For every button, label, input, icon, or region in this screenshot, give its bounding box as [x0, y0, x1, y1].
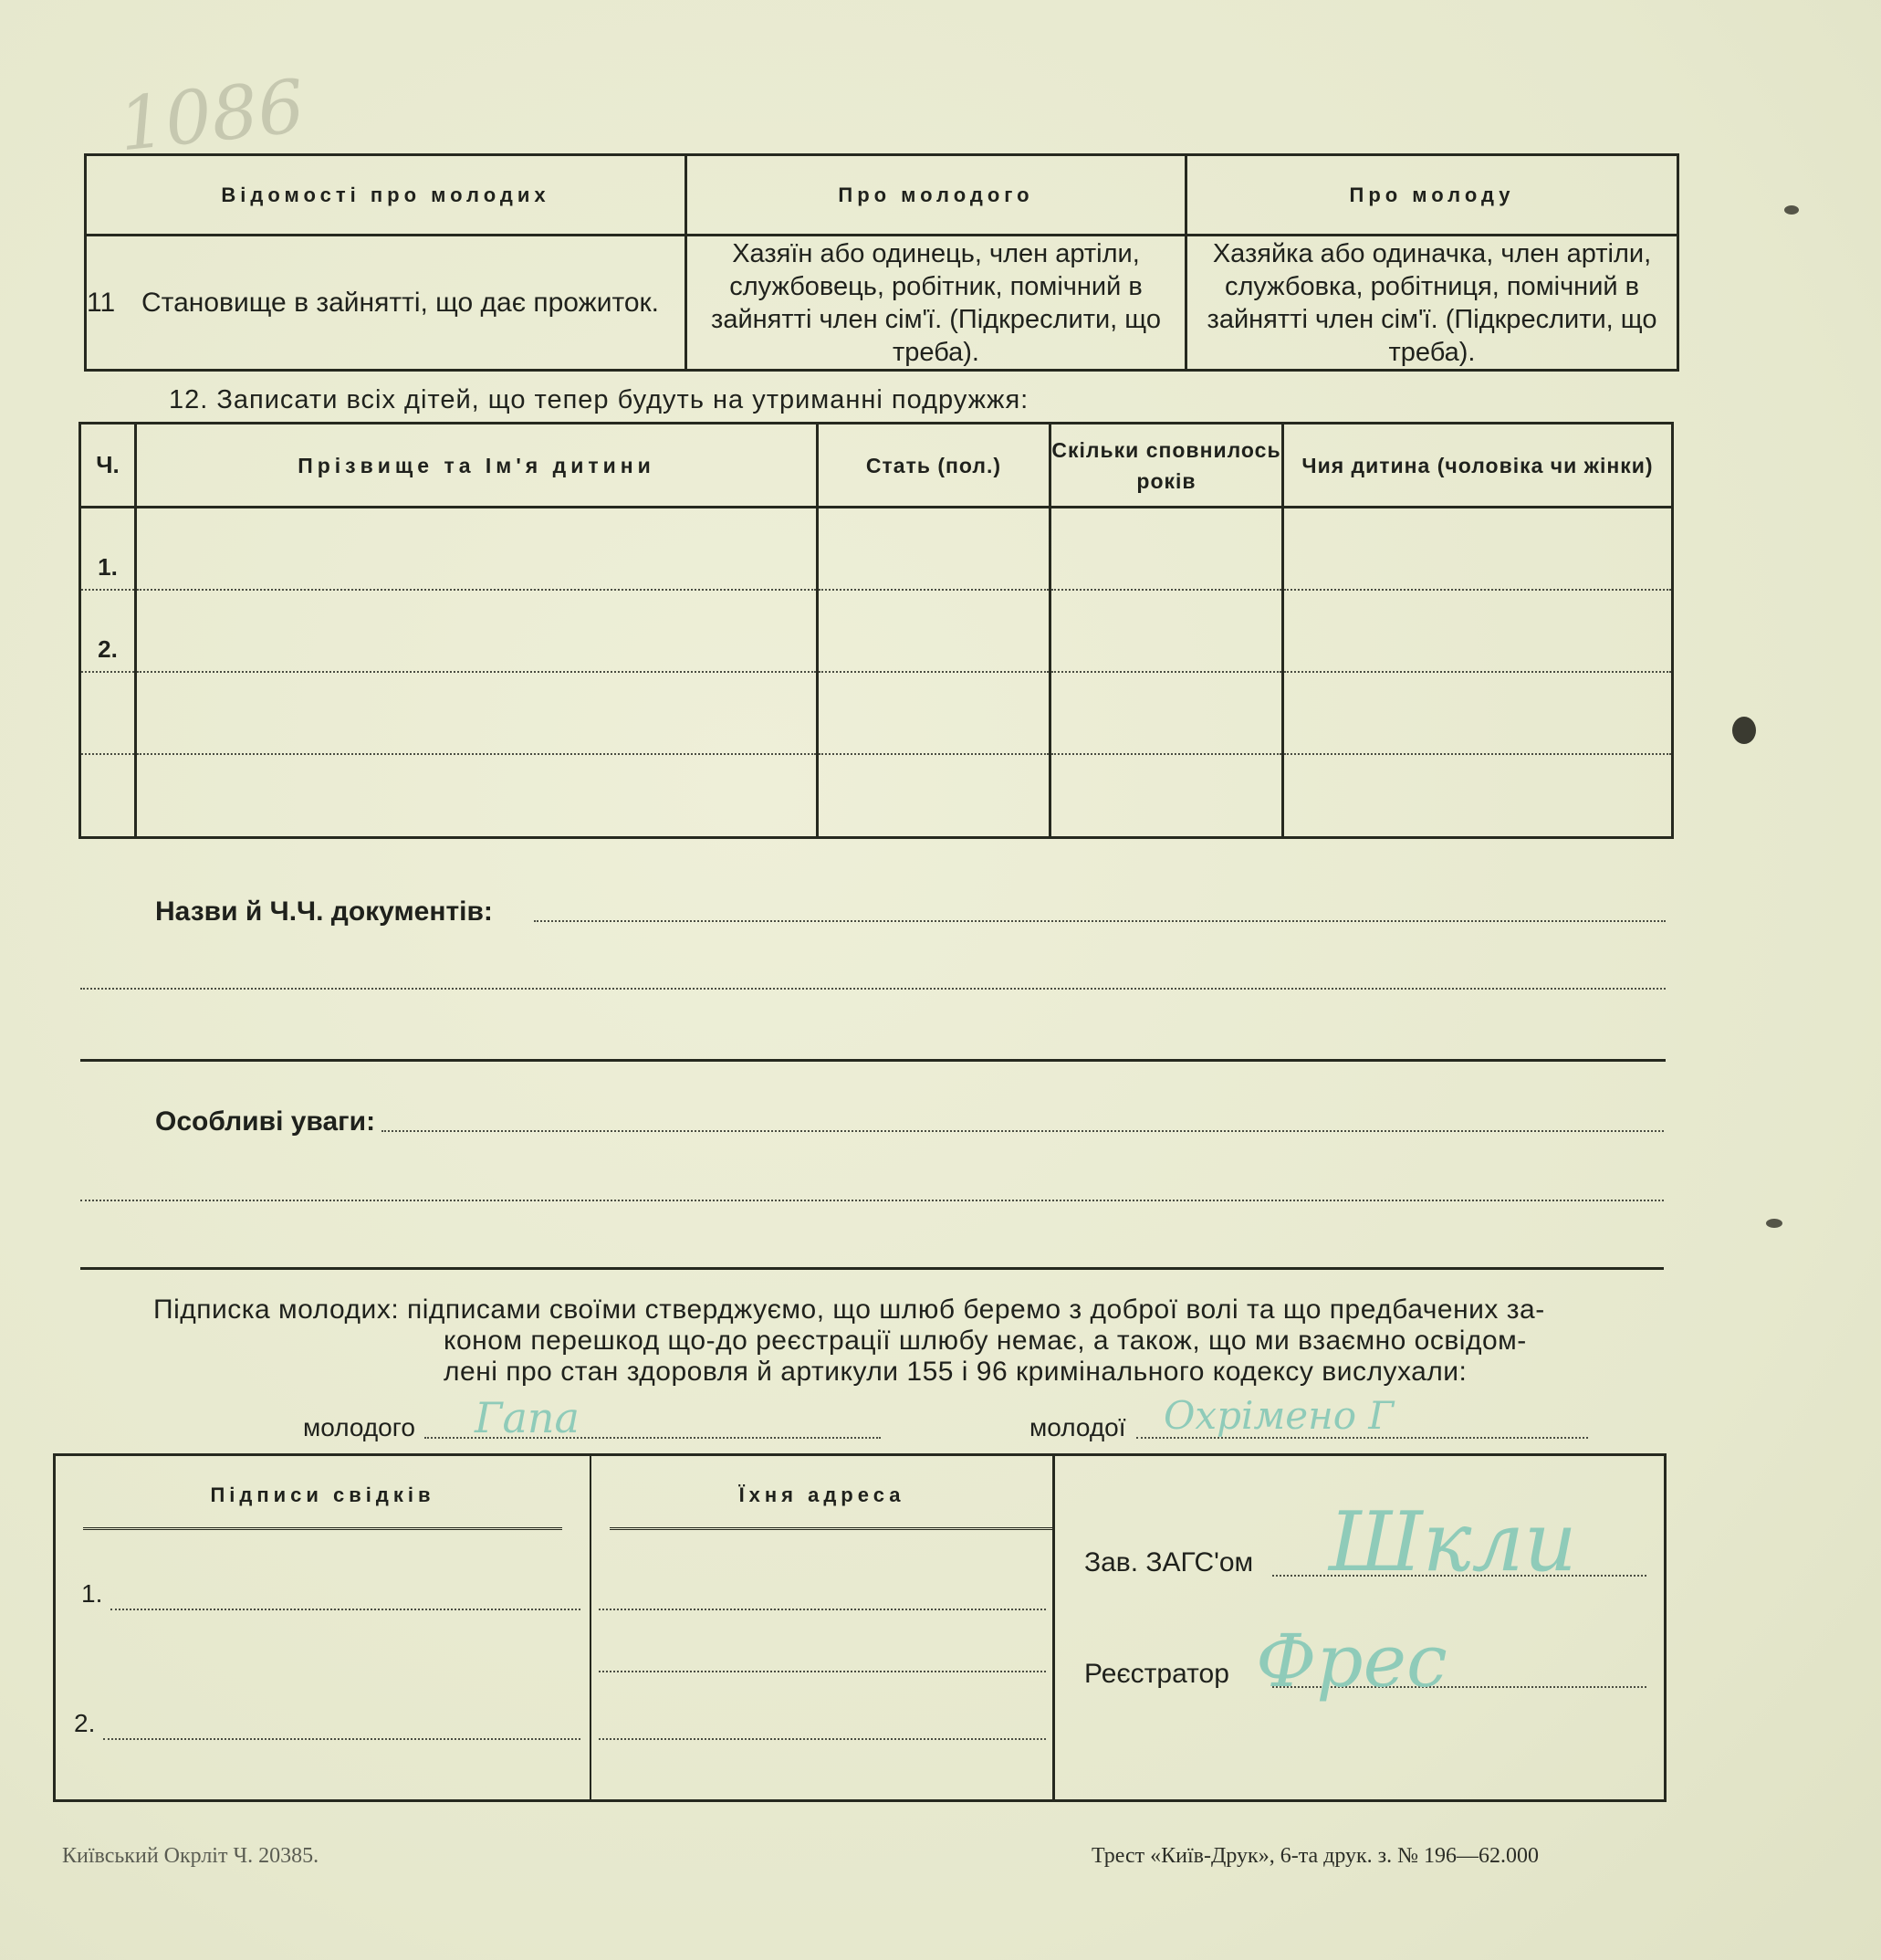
witness-2-sign-field[interactable]	[103, 1738, 580, 1740]
child-row-2-num: 2.	[80, 590, 136, 672]
header-age: Скільки сповнилось років	[1050, 424, 1283, 508]
footer-left: Київський Окрліт Ч. 20385.	[62, 1844, 319, 1868]
child-row-4-name[interactable]	[136, 754, 818, 838]
punch-hole	[1732, 717, 1756, 744]
groom-sig-label: молодого	[303, 1413, 415, 1441]
officials-col	[1054, 1455, 1666, 1801]
child-row-2-whose[interactable]	[1283, 590, 1673, 672]
witness-1-address-field[interactable]	[599, 1609, 1046, 1610]
row11-label: Становище в зайнятті, що дає прожиток.	[141, 287, 660, 318]
witness-address-rows	[591, 1534, 1052, 1798]
header-sex: Стать (пол.)	[818, 424, 1050, 508]
row11-number: 11	[87, 287, 116, 318]
witness-2-address-field[interactable]	[599, 1738, 1046, 1740]
pledge-text-2: коном перешкод що-до реєстрації шлюбу немає, а також, що ми взаємно освідом-	[444, 1326, 1527, 1356]
punch-mark	[1784, 205, 1799, 215]
children-table	[78, 422, 1674, 839]
witness-1-address-field-2[interactable]	[599, 1671, 1046, 1672]
row11-bride: Хазяйка або одиначка, член артіли, службовка, робітниця, помічний в зайнятті член сім'ї. (Підкреслити, що треба).	[1186, 236, 1678, 371]
documents-field-2[interactable]	[80, 988, 1666, 990]
item12-title: 12. Записати всіх дітей, що тепер будуть на утриманні подружжя:	[169, 385, 1029, 414]
witness-1-sign-field[interactable]	[110, 1609, 580, 1610]
child-row-3-sex[interactable]	[818, 672, 1050, 754]
bride-signature: Охрімено Г	[1164, 1393, 1395, 1438]
documents-field-1[interactable]	[534, 920, 1666, 922]
documents-label: Назви й Ч.Ч. документів:	[155, 896, 493, 927]
special-divider	[80, 1267, 1664, 1270]
header-num: Ч.	[80, 424, 136, 508]
col-header-groom: Про молодого	[686, 155, 1186, 236]
child-row-2-sex[interactable]	[818, 590, 1050, 672]
registrar-label: Реєстратор	[1084, 1659, 1229, 1689]
head-signature: Шкли	[1329, 1494, 1577, 1590]
witness-address-col	[590, 1455, 1054, 1801]
child-row-1-sex[interactable]	[818, 508, 1050, 590]
header-name-text: Прізвище та Ім'я дитини	[298, 453, 655, 477]
row11-label-cell	[86, 236, 686, 371]
row11-groom: Хазяїн або одинець, член артіли, службовець, робітник, помічний в зайнятті член сім'ї. (Підкреслити, що треба).	[686, 236, 1186, 371]
child-row-4-whose[interactable]	[1283, 754, 1673, 838]
header-name	[136, 424, 818, 508]
child-row-4-sex[interactable]	[818, 754, 1050, 838]
punch-mark-2	[1766, 1219, 1782, 1228]
child-row-3-whose[interactable]	[1283, 672, 1673, 754]
special-label: Особливі уваги:	[155, 1106, 376, 1137]
witness-sign-col	[55, 1455, 591, 1801]
child-row-1-whose[interactable]	[1283, 508, 1673, 590]
child-row-1-name[interactable]	[136, 508, 818, 590]
witness-table	[53, 1453, 1667, 1802]
special-field-1[interactable]	[381, 1130, 1664, 1132]
child-row-2-name[interactable]	[136, 590, 818, 672]
child-row-1-age[interactable]	[1050, 508, 1283, 590]
witness-address-header: Їхня адреса	[738, 1483, 905, 1506]
bride-sig-label: молодої	[1029, 1413, 1126, 1441]
pledge-text-1: підписами своїми стверджуємо, що шлюб беремо з доброї волі та що предбачених за-	[407, 1294, 1545, 1325]
witness-sign-header-rule	[83, 1527, 562, 1534]
col-header-info: Відомості про молодих	[86, 155, 686, 236]
pledge-block	[153, 1294, 1668, 1388]
witness-address-header-rule	[610, 1527, 1052, 1534]
pledge-line-1	[153, 1294, 1668, 1326]
child-row-3-num	[80, 672, 136, 754]
child-row-3-name[interactable]	[136, 672, 818, 754]
registrar-signature: Фрес	[1256, 1619, 1447, 1703]
documents-divider	[80, 1059, 1666, 1062]
child-row-2-age[interactable]	[1050, 590, 1283, 672]
pledge-text-3: лені про стан здоровля й артикули 155 і 96 кримінального кодексу вислухали:	[444, 1357, 1468, 1387]
child-row-1-num: 1.	[80, 508, 136, 590]
witness-2-num: 2.	[74, 1709, 96, 1737]
info-table	[84, 153, 1679, 372]
footer-right: Трест «Київ-Друк», 6-та друк. з. № 196—62.000	[1092, 1844, 1540, 1868]
special-field-2[interactable]	[80, 1200, 1664, 1201]
child-row-4-num	[80, 754, 136, 838]
witness-1-num: 1.	[81, 1579, 103, 1608]
child-row-4-age[interactable]	[1050, 754, 1283, 838]
witness-sign-rows	[56, 1534, 590, 1798]
head-label: Зав. ЗАГС'ом	[1084, 1547, 1254, 1577]
pledge-label: Підписка молодих:	[153, 1294, 400, 1325]
pencil-note: 1086	[114, 63, 308, 168]
groom-signature: Гапа	[475, 1393, 580, 1442]
child-row-3-age[interactable]	[1050, 672, 1283, 754]
witness-sign-header: Підписи свідків	[210, 1483, 435, 1506]
header-whose: Чия дитина (чоловіка чи жінки)	[1283, 424, 1673, 508]
officials-area	[1055, 1456, 1664, 1799]
col-header-bride: Про молоду	[1186, 155, 1678, 236]
